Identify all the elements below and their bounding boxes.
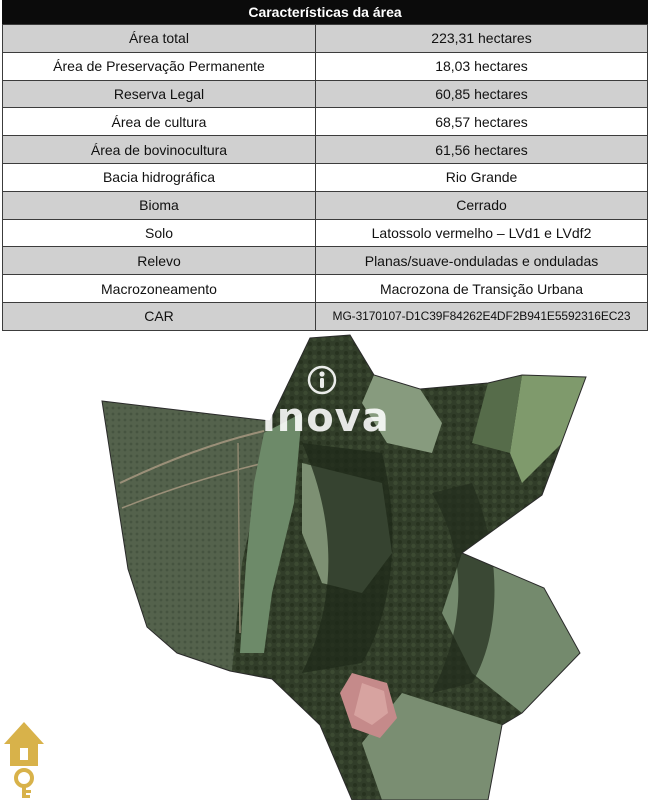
row-value: 61,56 hectares	[316, 136, 648, 164]
table-title: Características da área	[2, 0, 648, 24]
house-key-logo-icon	[0, 718, 48, 800]
table-row	[3, 302, 648, 330]
row-value: MG-3170107-D1C39F84262E4DF2B941E5592316EC23	[316, 302, 648, 330]
table-row	[3, 108, 648, 136]
row-value: 68,57 hectares	[316, 108, 648, 136]
row-label: Macrozoneamento	[3, 275, 316, 303]
row-label: Reserva Legal	[3, 80, 316, 108]
watermark-text: inova	[262, 395, 390, 441]
table-row	[3, 247, 648, 275]
row-label: Área de cultura	[3, 108, 316, 136]
table-row	[3, 52, 648, 80]
row-value: Macrozona de Transição Urbana	[316, 275, 648, 303]
area-characteristics-table	[2, 24, 648, 331]
table-row	[3, 136, 648, 164]
row-label: Solo	[3, 219, 316, 247]
row-label: Bioma	[3, 191, 316, 219]
table-row	[3, 191, 648, 219]
watermark-person-icon	[307, 365, 337, 395]
row-value: Rio Grande	[316, 163, 648, 191]
table-row	[3, 163, 648, 191]
table-row	[3, 219, 648, 247]
row-value: Planas/suave-onduladas e onduladas	[316, 247, 648, 275]
table-row	[3, 275, 648, 303]
row-value: Cerrado	[316, 191, 648, 219]
row-label: Relevo	[3, 247, 316, 275]
row-label: Área total	[3, 25, 316, 53]
row-value: 223,31 hectares	[316, 25, 648, 53]
row-value: 18,03 hectares	[316, 52, 648, 80]
table-row	[3, 25, 648, 53]
row-label: CAR	[3, 302, 316, 330]
row-value: Latossolo vermelho – LVd1 e LVdf2	[316, 219, 648, 247]
row-value: 60,85 hectares	[316, 80, 648, 108]
row-label: Bacia hidrográfica	[3, 163, 316, 191]
row-label: Área de bovinocultura	[3, 136, 316, 164]
table-row	[3, 80, 648, 108]
row-label: Área de Preservação Permanente	[3, 52, 316, 80]
